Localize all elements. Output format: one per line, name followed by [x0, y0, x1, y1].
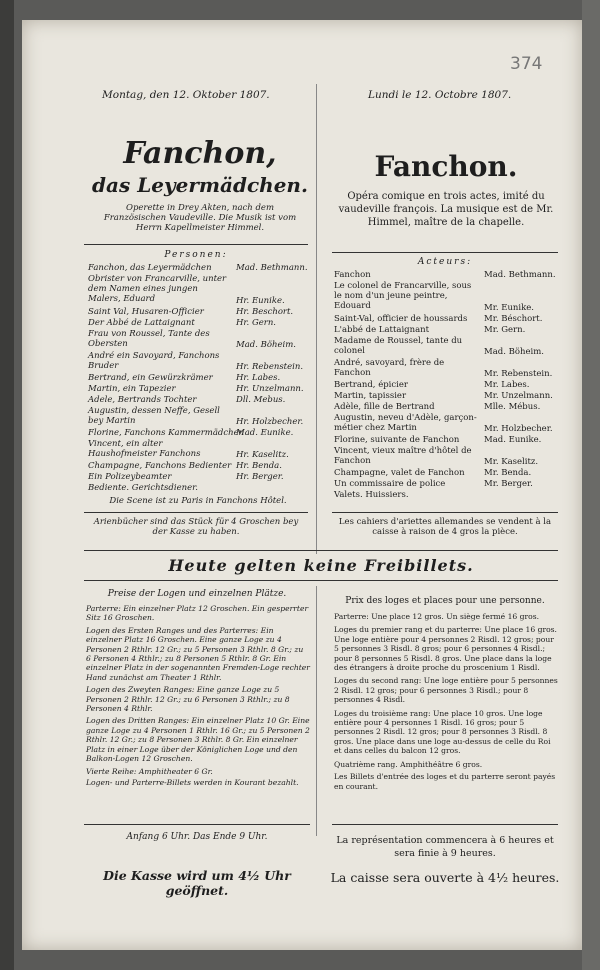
- notice-rule-bottom: [84, 580, 558, 581]
- notice-rule-top: [84, 550, 558, 551]
- left-role-9: Augustin, dessen Neffe, Gesell bey Martin: [88, 406, 220, 426]
- right-title: Fanchon.: [374, 150, 518, 183]
- right-booklet: Les cahiers d'ariettes allemandes se vendent à la caisse à raison de 4 gros la pièce.: [338, 517, 552, 537]
- right-role-4: Madame de Roussel, tante du colonel: [334, 336, 463, 356]
- right-role-11: Vincent, vieux maître d'hôtel de Fanchon: [334, 446, 472, 466]
- right-start-time: La représentation commencera à 6 heures et sera finie à 9 heures.: [336, 835, 554, 859]
- left-start-time: Anfang 6 Uhr. Das Ende 9 Uhr.: [126, 832, 268, 842]
- right-date: Lundi le 12. Octobre 1807.: [368, 89, 512, 101]
- right-actor-12: Mr. Benda.: [484, 468, 532, 478]
- right-prices-block: [334, 612, 558, 791]
- right-role-10: Florine, suivante de Fanchon: [334, 435, 460, 445]
- right-role-6: Bertrand, épicier: [334, 380, 408, 390]
- right-description: Opéra comique en trois actes, imité du vaudeville françois. La musique est de Mr. Himmel, maître de la chapelle.: [338, 191, 554, 228]
- right-actor-11: Mr. Kaselitz.: [484, 457, 539, 467]
- left-prices-header: Preise der Logen und einzelnen Plätze.: [107, 589, 287, 599]
- free-tickets-notice: Heute gelten keine Freibillets.: [168, 556, 474, 575]
- left-price-4: Vierte Reihe: Amphitheater 6 Gr.: [86, 766, 213, 776]
- left-actor-8: Dll. Mebus.: [236, 395, 286, 405]
- right-rule-2: [332, 512, 558, 513]
- left-role-10: Florine, Fanchons Kammermädchen: [88, 428, 245, 438]
- left-role-14: Bediente. Gerichtsdiener.: [88, 483, 198, 493]
- right-prices-header: Prix des loges et places pour une personne.: [345, 596, 545, 606]
- left-scene: Die Scene ist zu Paris in Fanchons Hôtel.: [109, 496, 287, 506]
- right-price-4: Quatrième rang. Amphithéâtre 6 gros.: [334, 759, 483, 769]
- right-actor-8: Mlle. Mébus.: [484, 402, 541, 412]
- right-role-13: Un commissaire de police: [334, 479, 446, 489]
- left-box-office: Die Kasse wird um 4½ Uhr geöffnet.: [103, 868, 291, 898]
- left-actor-6: Hr. Labes.: [236, 373, 281, 383]
- left-role-4: Frau von Roussel, Tante des Obersten: [88, 329, 210, 349]
- right-rule-1: [332, 252, 558, 253]
- right-actor-9: Mr. Holzbecher.: [484, 424, 553, 434]
- left-date: Montag, den 12. Oktober 1807.: [102, 89, 270, 101]
- left-description: Operette in Drey Akten, nach dem Französischen Vaudeville. Die Musik ist vom Herrn Kapellmeister Himmel.: [103, 203, 297, 233]
- page-number: 374: [510, 54, 543, 74]
- left-actor-3: Hr. Gern.: [236, 318, 277, 328]
- left-price-5: Logen- und Parterre-Billets werden in Kourant bezahlt.: [86, 777, 299, 787]
- right-price-2: Loges du second rang: Une loge entière pour 5 personnes 2 Risdl. 12 gros; pour 6 personnes 3 Risdl.; pour 8 personnes 4 Risdl.: [334, 676, 558, 705]
- left-price-0: Parterre: Ein einzelner Platz 12 Groschen. Ein gesperrter Sitz 16 Groschen.: [86, 604, 309, 623]
- right-actor-3: Mr. Gern.: [484, 325, 526, 335]
- right-actor-6: Mr. Labes.: [484, 380, 530, 390]
- right-actor-4: Mad. Böheim.: [484, 347, 544, 357]
- right-price-1: Loges du premier rang et du parterre: Une place 16 gros. Une loge entière pour 4 personnes 2 Risdl. 12 gros; pour 5 personnes 3 Risdl. 8 gros; pour 6 personnes 4 Risdl.; pour 8 personnes 5 Risdl. 8 gros. Une place dans la loge des étrangers à droite proche du proscenium 1 Risdl.: [334, 625, 557, 673]
- right-actor-1: Mr. Eunike.: [484, 303, 534, 313]
- left-actor-4: Mad. Böheim.: [236, 340, 296, 350]
- left-actor-12: Hr. Benda.: [236, 461, 282, 471]
- left-prices-block: [86, 604, 310, 787]
- left-role-5: André ein Savoyard, Fanchons Bruder: [88, 351, 220, 371]
- right-box-office: La caisse sera ouverte à 4½ heures.: [330, 870, 560, 885]
- right-price-0: Parterre: Une place 12 gros. Un siège fermé 16 gros.: [334, 612, 540, 621]
- right-actor-10: Mad. Eunike.: [484, 435, 542, 445]
- left-role-2: Saint Val, Husaren-Officier: [88, 307, 204, 317]
- right-actor-13: Mr. Berger.: [484, 479, 533, 489]
- left-rule-1: [84, 244, 308, 245]
- left-price-2: Logen des Zweyten Ranges: Eine ganze Loge zu 5 Personen 2 Rthlr. 12 Gr.; zu 6 Personen 3 Rthlr.; zu 8 Personen 4 Rthlr.: [86, 685, 290, 714]
- right-actor-0: Mad. Bethmann.: [484, 270, 556, 280]
- left-cast-header: Personen:: [164, 250, 228, 260]
- right-actor-7: Mr. Unzelmann.: [484, 391, 553, 401]
- left-role-12: Champagne, Fanchons Bedienter: [88, 461, 232, 471]
- right-role-7: Martin, tapissier: [334, 391, 407, 401]
- right-role-5: André, savoyard, frère de Fanchon: [334, 358, 445, 378]
- left-actor-1: Hr. Eunike.: [236, 296, 285, 306]
- right-price-3: Loges du troisième rang: Une place 10 gros. Une loge entière pour 4 personnes 1 Risdl. 16 gros; pour 5 personnes 2 Risdl. 12 gros; pour 8 personnes 3 Risdl. 8 gros. Une place dans une loge au-dessus de celle du Roi et dans celles du balcon 12 gros.: [334, 708, 551, 756]
- right-role-8: Adèle, fille de Bertrand: [334, 402, 435, 412]
- playbill-page: [22, 20, 582, 950]
- right-footer-rule: [332, 824, 558, 825]
- left-price-3: Logen des Dritten Ranges: Ein einzelner Platz 10 Gr. Eine ganze Loge zu 4 Personen 1 Rthlr. 16 Gr.; zu 5 Personen 2 Rthlr. 12 Gr.; zu 8 Personen 3 Rthlr. 8 Gr. Ein einzelner Platz in einer Loge über der Königlichen Loge und den Balkon-Logen 12 Groschen.: [86, 716, 310, 764]
- right-cast-header: Acteurs:: [417, 257, 473, 267]
- left-actor-0: Mad. Bethmann.: [236, 263, 308, 273]
- left-footer-rule: [84, 824, 310, 825]
- left-role-3: Der Abbé de Lattaignant: [88, 318, 195, 328]
- scan-edge: [582, 0, 600, 970]
- left-role-11: Vincent, ein alter Haushofmeister Fanchons: [88, 439, 201, 459]
- left-actor-5: Hr. Rebenstein.: [236, 362, 304, 372]
- right-price-5: Les Billets d'entrée des loges et du parterre seront payés en courant.: [334, 772, 556, 791]
- left-role-0: Fanchon, das Leyermädchen: [88, 263, 212, 273]
- left-actor-9: Hr. Holzbecher.: [236, 417, 304, 427]
- left-actor-2: Hr. Beschort.: [236, 307, 294, 317]
- left-subtitle: das Leyermädchen.: [92, 173, 308, 197]
- binding-edge: [0, 0, 14, 970]
- right-role-1: Le colonel de Francarville, sous le nom d'un jeune peintre, Edouard: [334, 281, 472, 311]
- left-role-8: Adele, Bertrands Tochter: [88, 395, 197, 405]
- left-rule-2: [84, 512, 308, 513]
- column-divider: [316, 84, 317, 554]
- left-role-6: Bertrand, ein Gewürzkrämer: [88, 373, 213, 383]
- prices-divider: [316, 586, 317, 836]
- left-actor-11: Hr. Kaselitz.: [236, 450, 289, 460]
- right-role-14: Valets. Huissiers.: [334, 490, 409, 500]
- left-title: Fanchon,: [123, 136, 277, 171]
- left-price-1: Logen des Ersten Ranges und des Parterres: Ein einzelner Platz 16 Groschen. Eine ganze Loge zu 4 Personen 2 Rthlr. 12 Gr.; zu 5 Personen 3 Rthlr. 8 Gr.; zu 6 Personen 4 Rthlr.; zu 8 Personen 5 Rthlr. 8 Gr. Ein einzelner Platz in der sogenannten Fremden-Loge rechter Hand zunächst am Theater 1 Rthlr.: [86, 625, 310, 682]
- left-booklet: Arienbücher sind das Stück für 4 Groschen bey der Kasse zu haben.: [93, 517, 299, 537]
- left-actor-7: Hr. Unzelmann.: [236, 384, 304, 394]
- right-role-0: Fanchon: [334, 270, 371, 280]
- right-role-3: L'abbé de Lattaignant: [334, 325, 430, 335]
- right-role-2: Saint-Val, officier de houssards: [334, 314, 468, 324]
- left-role-7: Martin, ein Tapezier: [88, 384, 176, 394]
- right-actor-2: Mr. Béschort.: [484, 314, 543, 324]
- left-actor-10: Mad. Eunike.: [236, 428, 294, 438]
- right-role-12: Champagne, valet de Fanchon: [334, 468, 465, 478]
- left-actor-13: Hr. Berger.: [236, 472, 284, 482]
- right-actor-5: Mr. Rebenstein.: [484, 369, 553, 379]
- right-role-9: Augustin, neveu d'Adèle, garçon-métier chez Martin: [334, 413, 477, 433]
- left-role-1: Obrister von Francarville, unter dem Namen eines jungen Malers, Eduard: [88, 274, 227, 304]
- left-role-13: Ein Polizeybeamter: [88, 472, 172, 482]
